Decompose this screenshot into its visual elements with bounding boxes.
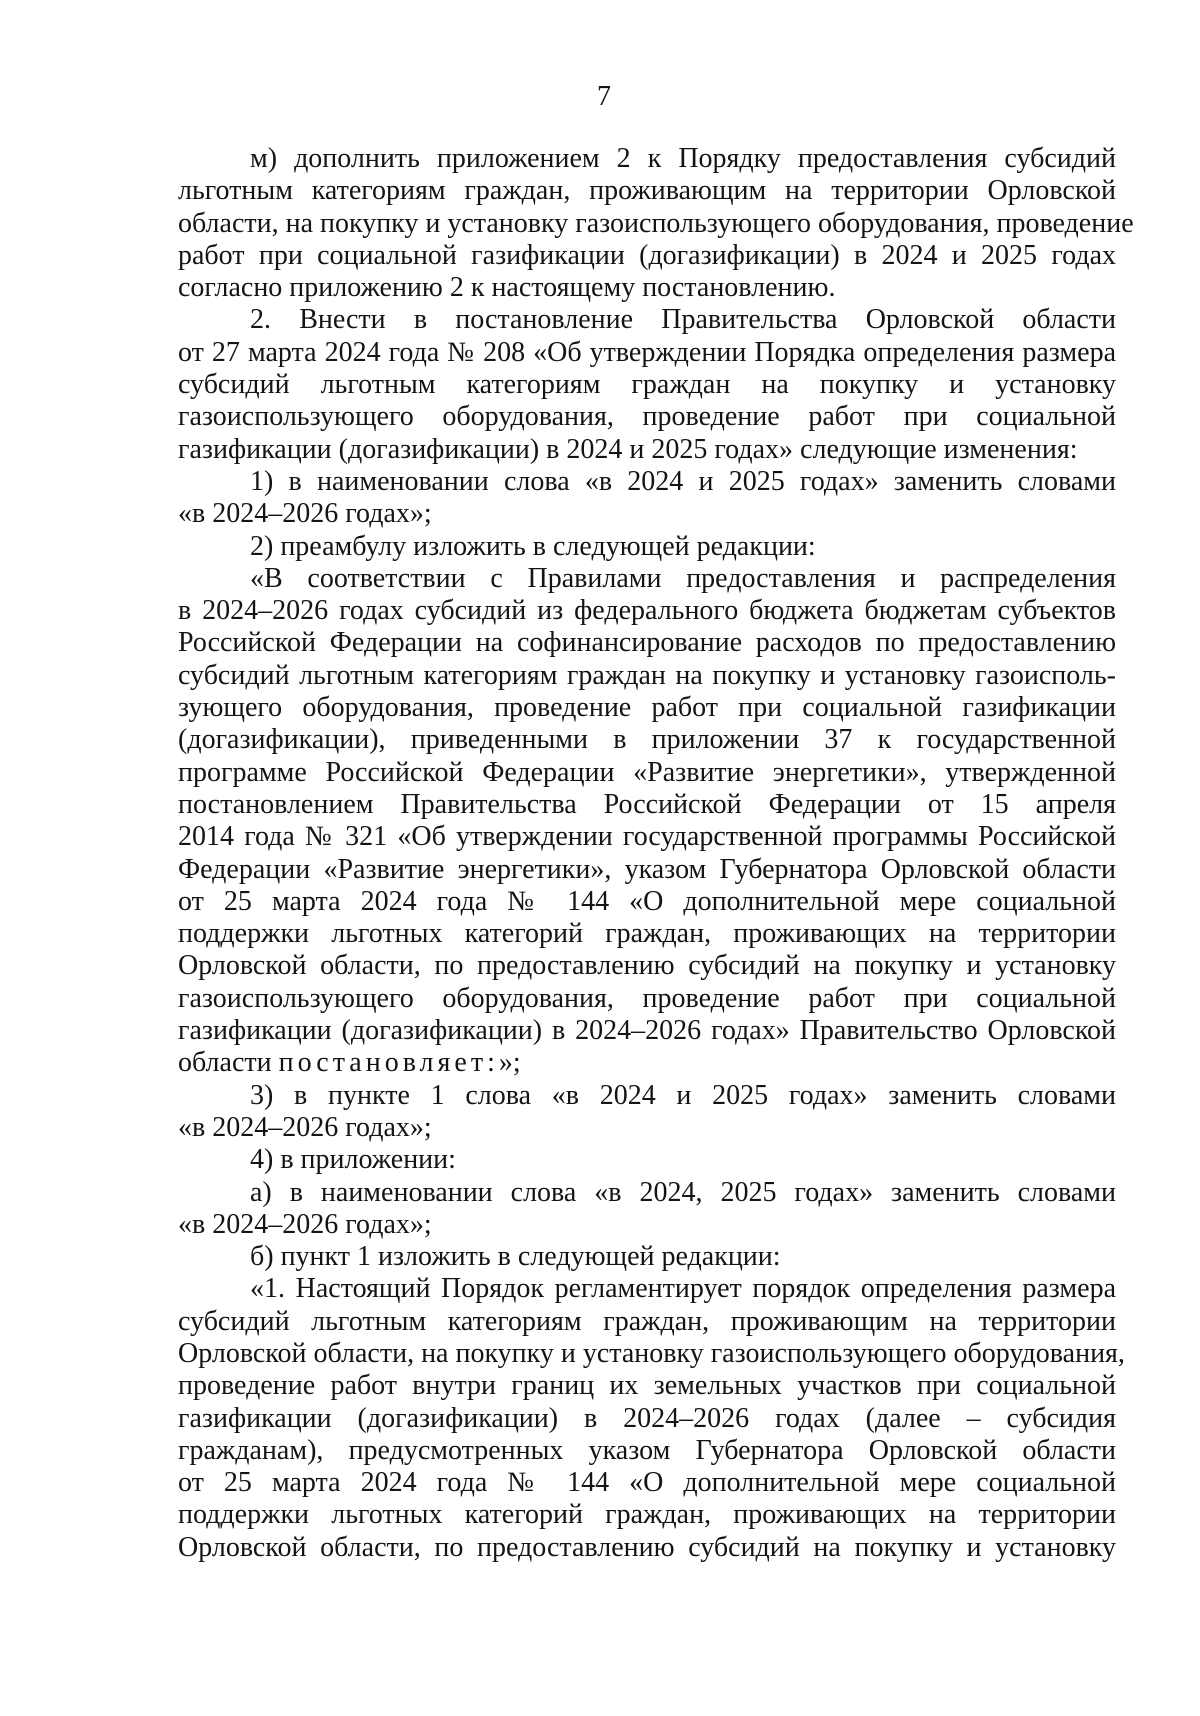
text-line: 2014 года № 321 «Об утверждении государственной программы Российской <box>178 821 1116 853</box>
text-line: программе Российской Федерации «Развитие энергетики», утвержденной <box>178 756 1116 788</box>
text-line: 4) в приложении: <box>250 1144 456 1176</box>
text-line: Российской Федерации на софинансирование расходов по предоставлению <box>178 627 1116 659</box>
spaced-word: постановляет: <box>278 1047 499 1079</box>
text-line: Орловской области, по предоставлению субсидий на покупку и установку <box>178 1531 1116 1563</box>
text-line: гражданам), предусмотренных указом Губернатора Орловской области <box>178 1434 1116 1466</box>
text-line: 2) преамбулу изложить в следующей редакции: <box>250 530 816 562</box>
text-line: газоиспользующего оборудования, проведение работ при социальной <box>178 401 1116 433</box>
text-line: зующего оборудования, проведение работ при социальной газификации <box>178 692 1116 724</box>
text-line: от 25 марта 2024 года № 144 «О дополнительной мере социальной <box>178 1467 1116 1499</box>
text-line: от 27 марта 2024 года № 208 «Об утверждении Порядка определения размера <box>178 336 1116 368</box>
text-line: газификации (догазификации) в 2024–2026 годах» Правительство Орловской <box>178 1015 1116 1047</box>
text-line: поддержки льготных категорий граждан, проживающих на территории <box>178 918 1116 950</box>
text-line: «1. Настоящий Порядок регламентирует порядок определения размера <box>250 1273 1116 1305</box>
text-line: «в 2024–2026 годах»; <box>178 1111 432 1143</box>
text-line: «В соответствии с Правилами предоставления и распределения <box>250 562 1116 594</box>
text-line: субсидий льготным категориям граждан, проживающим на территории <box>178 1305 1116 1337</box>
line-text: области <box>178 1047 272 1079</box>
text-line: газоиспользующего оборудования, проведение работ при социальной <box>178 982 1116 1014</box>
text-line: льготным категориям граждан, проживающим на территории Орловской <box>178 175 1116 207</box>
text-line: от 25 марта 2024 года № 144 «О дополнительной мере социальной <box>178 885 1116 917</box>
text-line: 1) в наименовании слова «в 2024 и 2025 годах» заменить словами <box>250 465 1116 497</box>
text-line: 2. Внести в постановление Правительства Орловской области <box>250 304 1116 336</box>
text-line: области, на покупку и установку газоиспользующего оборудования, проведение <box>178 207 1134 239</box>
text-line: субсидий льготным категориям граждан на покупку и установку газоисполь- <box>178 659 1116 691</box>
text-line: согласно приложению 2 к настоящему постановлению. <box>178 272 836 304</box>
text-line: работ при социальной газификации (догазификации) в 2024 и 2025 годах <box>178 239 1116 271</box>
text-line: субсидий льготным категориям граждан на покупку и установку <box>178 369 1116 401</box>
text-line: Федерации «Развитие энергетики», указом Губернатора Орловской области <box>178 853 1116 885</box>
text-line: в 2024–2026 годах субсидий из федерального бюджета бюджетам субъектов <box>178 595 1116 627</box>
text-line: газификации (догазификации) в 2024–2026 годах (далее – субсидия <box>178 1402 1116 1434</box>
text-line: Орловской области, на покупку и установку газоиспользующего оборудования, <box>178 1337 1125 1369</box>
text-line: постановлением Правительства Российской Федерации от 15 апреля <box>178 788 1116 820</box>
text-line: поддержки льготных категорий граждан, проживающих на территории <box>178 1499 1116 1531</box>
text-line: «в 2024–2026 годах»; <box>178 498 432 530</box>
document-body <box>178 143 1134 1564</box>
text-line: «в 2024–2026 годах»; <box>178 1208 432 1240</box>
text-line: б) пункт 1 изложить в следующей редакции: <box>250 1241 781 1273</box>
page-number: 7 <box>597 81 611 112</box>
text-line: (догазификации), приведенными в приложении 37 к государственной <box>178 724 1116 756</box>
text-line <box>178 1047 1116 1079</box>
text-line: Орловской области, по предоставлению субсидий на покупку и установку <box>178 950 1116 982</box>
text-line: м) дополнить приложением 2 к Порядку предоставления субсидий <box>250 143 1116 174</box>
text-line: проведение работ внутри границ их земельных участков при социальной <box>178 1370 1116 1402</box>
text-line: 3) в пункте 1 слова «в 2024 и 2025 годах» заменить словами <box>250 1079 1116 1111</box>
text-line: а) в наименовании слова «в 2024, 2025 годах» заменить словами <box>250 1176 1116 1208</box>
line-tail: »; <box>498 1047 521 1079</box>
text-line: газификации (догазификации) в 2024 и 2025 годах» следующие изменения: <box>178 433 1078 465</box>
